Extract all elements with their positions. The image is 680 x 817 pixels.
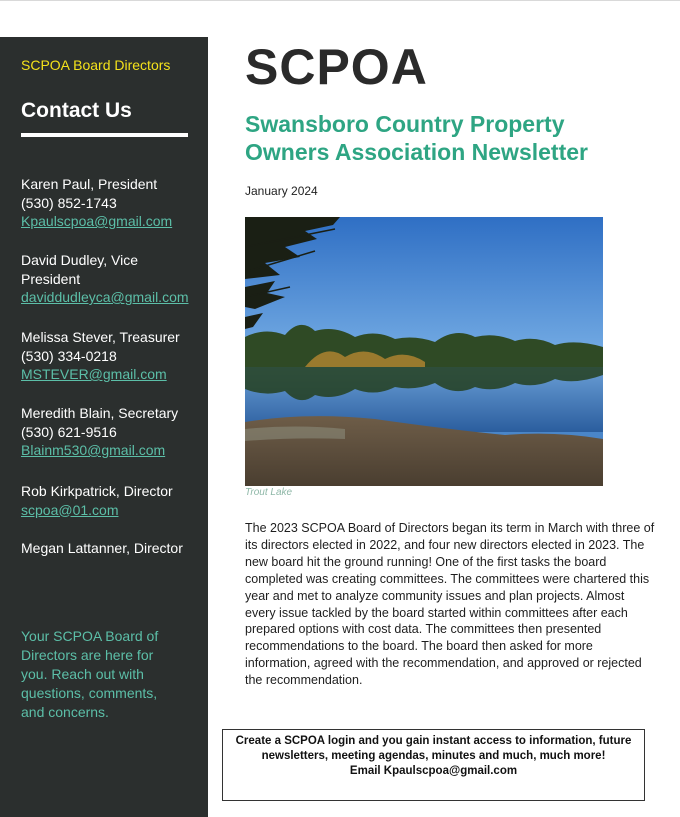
title-underline	[21, 133, 188, 137]
contact-rob-kirkpatrick	[21, 482, 201, 519]
masthead-title: SCPOA	[245, 39, 428, 95]
subtitle-line-1: Swansboro Country Property	[245, 111, 565, 137]
contact-phone: (530) 334-0218	[21, 347, 117, 364]
login-callout-box	[222, 729, 645, 801]
contact-karen-paul	[21, 175, 201, 231]
contact-melissa-stever	[21, 328, 201, 384]
trout-lake-photo	[245, 217, 603, 486]
contact-meredith-blain	[21, 404, 201, 460]
sidebar-heading: SCPOA Board Directors	[21, 57, 171, 73]
contact-name: Rob Kirkpatrick, Director	[21, 483, 173, 499]
contact-phone: (530) 852-1743	[21, 194, 117, 211]
contact-name: Melissa Stever, Treasurer	[21, 329, 180, 345]
contact-email-link[interactable]: Kpaulscpoa@gmail.com	[21, 213, 173, 229]
sidebar-contact-panel	[0, 37, 208, 817]
article-body: The 2023 SCPOA Board of Directors began its term in March with three of its directors elected in 2022, and four new directors elected in 2023. The new board hit the ground running! One of the first tasks the board completed was creating committees. The committees were chartered this year and met to analyze community issues and plan projects. Almost every issue tackled by the board started within committees after each prepared options with cost data. The committees then presented recommendations to the board. The board then asked for more information, agreed with the recommendation, and approved or rejected the recommendation.	[245, 521, 655, 688]
contact-email-link[interactable]: scpoa@01.com	[21, 501, 119, 518]
issue-date: January 2024	[245, 184, 318, 198]
contact-email-link[interactable]: Blainm530@gmail.com	[21, 442, 166, 458]
contact-name: Karen Paul, President	[21, 176, 158, 192]
contact-email-link[interactable]: daviddudleyca@gmail.com	[21, 289, 189, 305]
contact-name: Megan Lattanner, Director	[21, 540, 183, 556]
contact-megan-lattanner	[21, 539, 201, 558]
contact-david-dudley	[21, 251, 201, 307]
subtitle-line-2: Owners Association Newsletter	[245, 139, 588, 165]
contact-name: Meredith Blain, Secretary	[21, 405, 179, 421]
lake-landscape-illustration	[245, 217, 603, 486]
callout-email[interactable]: Email Kpaulscpoa@gmail.com	[349, 765, 518, 777]
callout-text: Create a SCPOA login and you gain instant access to information, future newsletters, meeting agendas, minutes and much, much more!	[235, 735, 632, 762]
contact-phone: (530) 621-9516	[21, 423, 117, 440]
photo-caption: Trout Lake	[245, 487, 293, 498]
top-divider	[0, 0, 680, 1]
contact-email-link[interactable]: MSTEVER@gmail.com	[21, 366, 167, 382]
contact-name: David Dudley, Vice	[21, 252, 138, 268]
newsletter-subtitle	[245, 110, 665, 166]
contact-us-title: Contact Us	[21, 99, 132, 122]
contact-role: President	[21, 270, 81, 287]
sidebar-note: Your SCPOA Board of Directors are here for you. Reach out with questions, comments, and concerns.	[21, 628, 159, 720]
